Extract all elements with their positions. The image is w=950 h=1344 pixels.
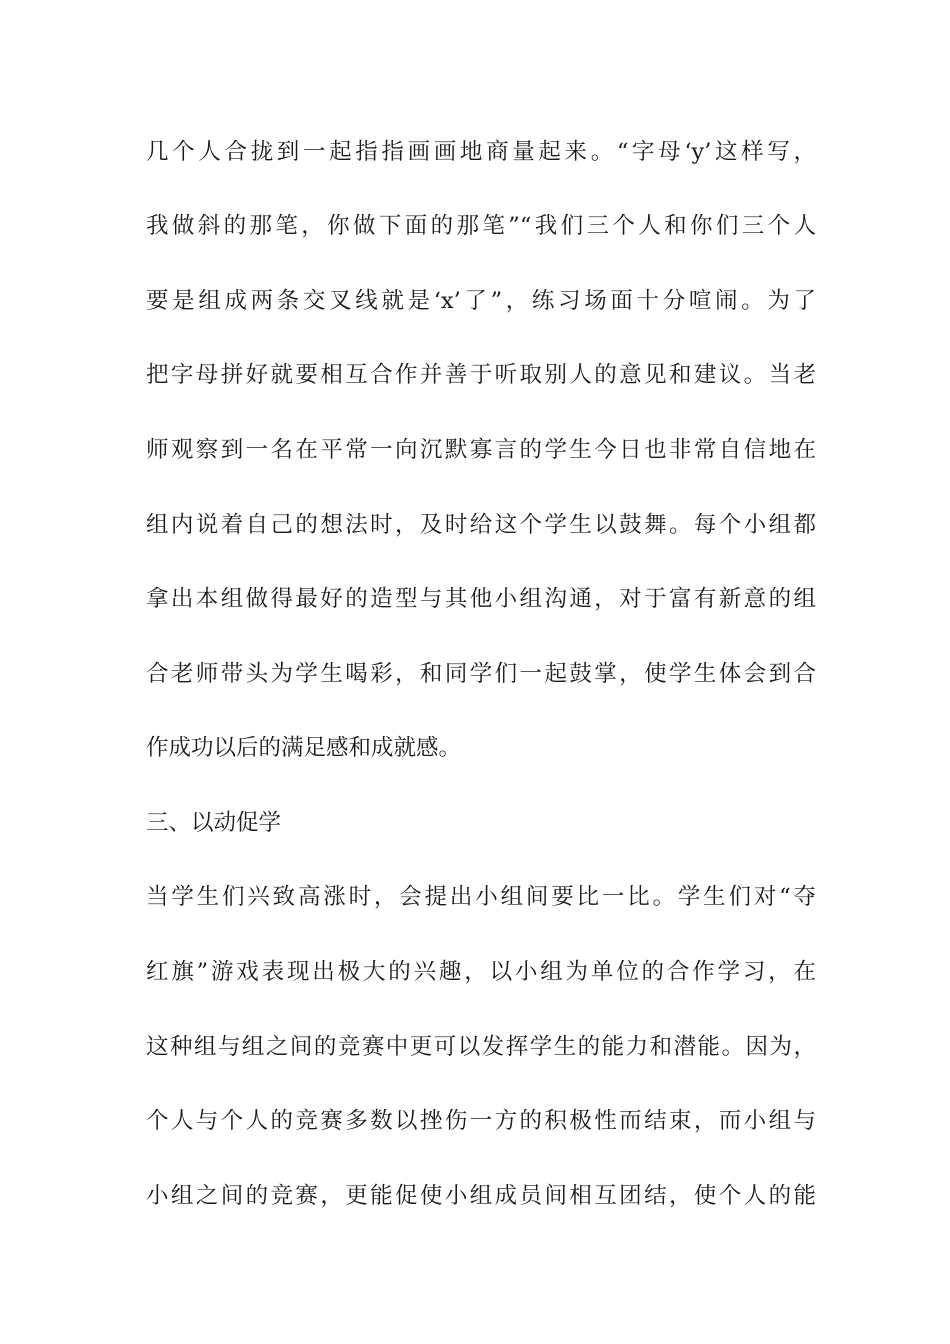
- paragraph-line: 拿出本组做得最好的造型与其他小组沟通，对于富有新意的组: [146, 586, 816, 612]
- section-heading: 三、以动促学: [146, 810, 282, 836]
- paragraph-line: 师观察到一名在平常一向沉默寡言的学生今日也非常自信地在: [146, 437, 816, 463]
- paragraph-line: 我做斜的那笔，你做下面的那笔”“我们三个人和你们三个人: [146, 213, 816, 239]
- paragraph-line: 个人与个人的竞赛多数以挫伤一方的积极性而结束，而小组与: [146, 1108, 816, 1134]
- paragraph-line: 这种组与组之间的竞赛中更可以发挥学生的能力和潜能。因为，: [146, 1034, 816, 1060]
- paragraph-line: 合老师带头为学生喝彩，和同学们一起鼓掌，使学生体会到合: [146, 661, 816, 687]
- paragraph-line: 作成功以后的满足感和成就感。: [146, 735, 462, 761]
- paragraph-line: 当学生们兴致高涨时，会提出小组间要比一比。学生们对“夺: [146, 884, 816, 910]
- paragraph-line: 小组之间的竞赛，更能促使小组成员间相互团结，使个人的能: [146, 1183, 816, 1209]
- paragraph-line: 红旗”游戏表现出极大的兴趣，以小组为单位的合作学习，在: [146, 959, 816, 985]
- paragraph-line: 要是组成两条交叉线就是‘x’了”，练习场面十分喧闹。为了: [146, 288, 816, 314]
- paragraph-line: 几个人合拢到一起指指画画地商量起来。“字母‘y’这样写，: [146, 139, 816, 165]
- paragraph-line: 组内说着自己的想法时，及时给这个学生以鼓舞。每个小组都: [146, 512, 816, 538]
- paragraph-line: 把字母拼好就要相互合作并善于听取别人的意见和建议。当老: [146, 362, 816, 388]
